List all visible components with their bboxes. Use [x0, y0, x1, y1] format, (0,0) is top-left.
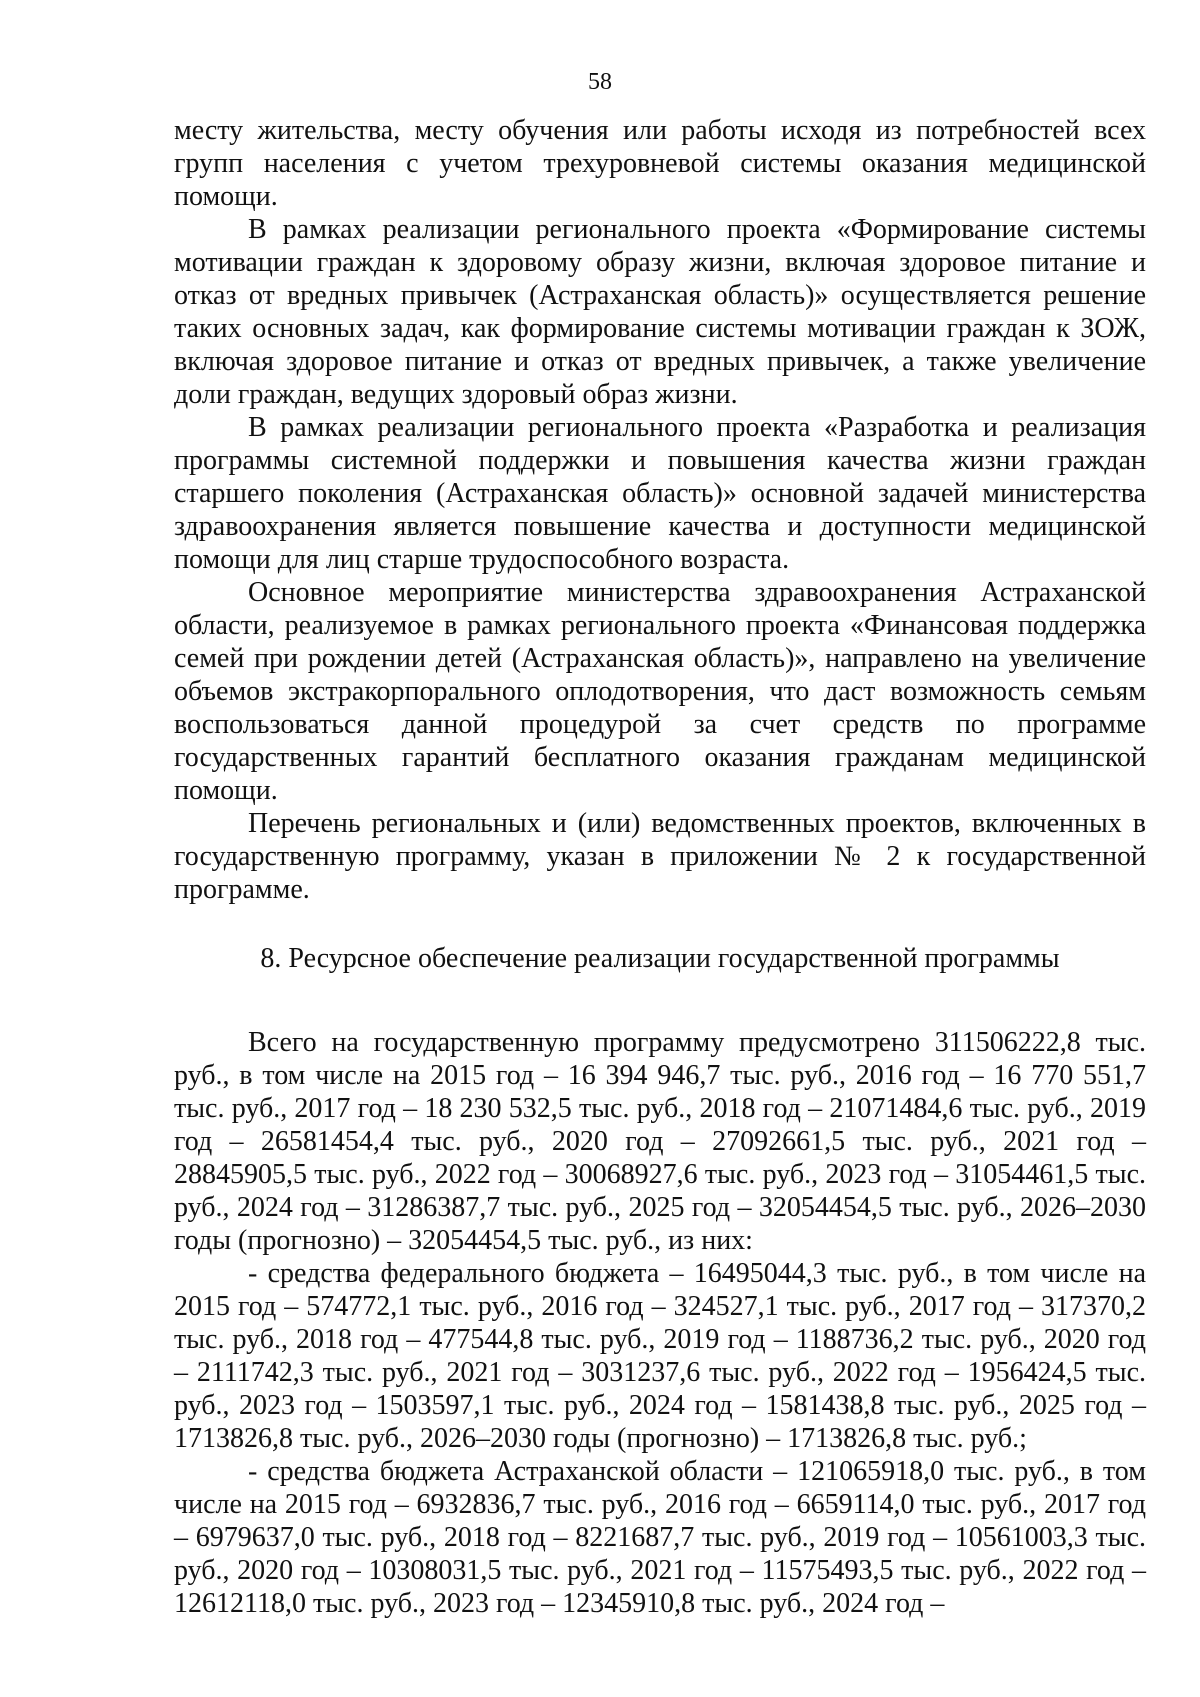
paragraph-elderly-support-project: В рамках реализации регионального проекта «Разработка и реализация программы системной поддержки и повышения качества жизни граждан старшего поколения (Астраханская область)» основной задачей министерства здравоохранения является повышение качества и доступности медицинской помощи для лиц старше трудоспособного возраста. [174, 412, 1146, 575]
paragraph-healthy-lifestyle-project: В рамках реализации регионального проекта «Формирование системы мотивации граждан к здоровому образу жизни, включая здоровое питание и отказ от вредных привычек (Астраханская область)» осуществляется решение таких основных задач, как формирование системы мотивации граждан к ЗОЖ, включая здоровое питание и отказ от вредных привычек, а также увеличение доли граждан, ведущих здоровый образ жизни. [174, 214, 1146, 410]
paragraph-regional-budget: - средства бюджета Астраханской области – 121065918,0 тыс. руб., в том числе на 2015 год – 6932836,7 тыс. руб., 2016 год – 6659114,0 тыс. руб., 2017 год – 6979637,0 тыс. руб., 2018 год – 8221687,7 тыс. руб., 2019 год – 10561003,3 тыс. руб., 2020 год – 10308031,5 тыс. руб., 2021 год – 11575493,5 тыс. руб., 2022 год – 12612118,0 тыс. руб., 2023 год – 12345910,8 тыс. руб., 2024 год – [174, 1456, 1146, 1619]
paragraph-projects-list-reference: Перечень региональных и (или) ведомственных проектов, включенных в государственную программу, указан в приложении № 2 к государственной программе. [174, 808, 1146, 905]
paragraph-continuation: месту жительства, месту обучения или работы исходя из потребностей всех групп населения с учетом трехуровневой системы оказания медицинской помощи. [174, 115, 1146, 212]
paragraph-family-support-project: Основное мероприятие министерства здравоохранения Астраханской области, реализуемое в рамках регионального проекта «Финансовая поддержка семей при рождении детей (Астраханская область)», направлено на увеличение объемов экстракорпорального оплодотворения, что даст возможность семьям воспользоваться данной процедурой за счет средств по программе государственных гарантий бесплатного оказания гражданам медицинской помощи. [174, 577, 1146, 806]
section-heading: 8. Ресурсное обеспечение реализации государственной программы [260, 943, 1060, 974]
paragraph-federal-budget: - средства федерального бюджета – 16495044,3 тыс. руб., в том числе на 2015 год – 574772,1 тыс. руб., 2016 год – 324527,1 тыс. руб., 2017 год – 317370,2 тыс. руб., 2018 год – 477544,8 тыс. руб., 2019 год – 1188736,2 тыс. руб., 2020 год – 2111742,3 тыс. руб., 2021 год – 3031237,6 тыс. руб., 2022 год – 1956424,5 тыс. руб., 2023 год – 1503597,1 тыс. руб., 2024 год – 1581438,8 тыс. руб., 2025 год – 1713826,8 тыс. руб., 2026–2030 годы (прогнозно) – 1713826,8 тыс. руб.; [174, 1258, 1146, 1454]
page-number: 58 [588, 69, 612, 95]
document-body [174, 114, 1146, 1620]
paragraph-total-funding: Всего на государственную программу предусмотрено 311506222,8 тыс. руб., в том числе на 2015 год – 16 394 946,7 тыс. руб., 2016 год – 16 770 551,7 тыс. руб., 2017 год – 18 230 532,5 тыс. руб., 2018 год – 21071484,6 тыс. руб., 2019 год – 26581454,4 тыс. руб., 2020 год – 27092661,5 тыс. руб., 2021 год – 28845905,5 тыс. руб., 2022 год – 30068927,6 тыс. руб., 2023 год – 31054461,5 тыс. руб., 2024 год – 31286387,7 тыс. руб., 2025 год – 32054454,5 тыс. руб., 2026–2030 годы (прогнозно) – 32054454,5 тыс. руб., из них: [174, 1027, 1146, 1256]
